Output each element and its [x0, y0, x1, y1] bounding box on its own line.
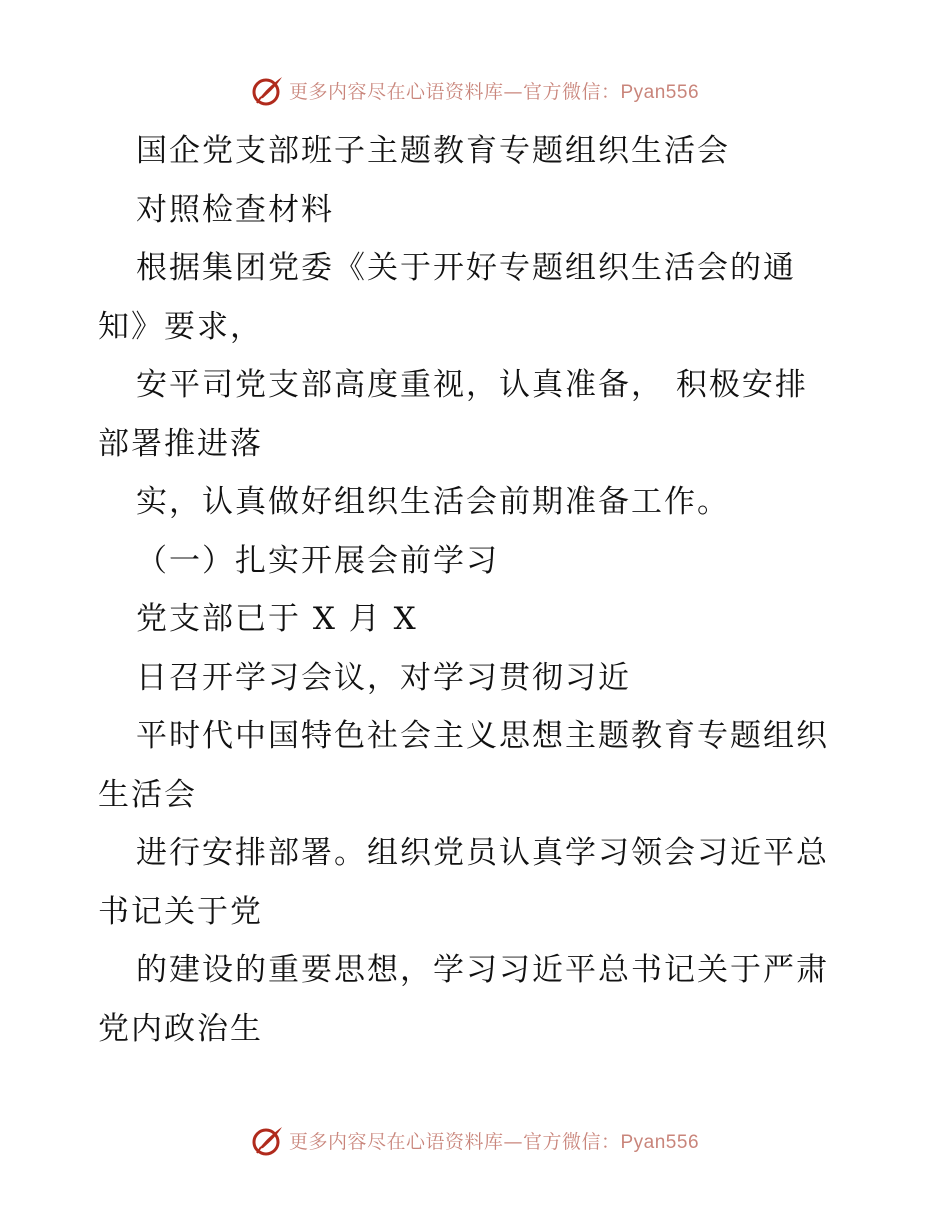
- text-line: 根据集团党委《关于开好专题组织生活会的通: [136, 250, 796, 286]
- quill-logo-icon: [251, 1123, 285, 1157]
- text-line: 党支部已于 X 月 X: [136, 601, 418, 637]
- wechat-id: Pyan556: [620, 81, 700, 103]
- text-line: 书记关于党: [98, 893, 263, 930]
- footer-banner: [0, 1120, 950, 1160]
- text-line: 对照检查材料: [136, 191, 334, 228]
- header-banner: [0, 70, 950, 110]
- banner-label: 更多内容尽在心语资料库—官方微信：: [288, 80, 621, 103]
- banner-text: [289, 1127, 699, 1154]
- text-line: 知》要求，: [98, 308, 263, 345]
- text-line: 部署推进落: [98, 425, 263, 462]
- text-line: 实，认真做好组织生活会前期准备工作。: [136, 484, 730, 520]
- quill-logo-icon: [251, 73, 285, 107]
- text-line: 平时代中国特色社会主义思想主题教育专题组织: [136, 718, 829, 754]
- document-body: [98, 122, 858, 1058]
- text-line: 安平司党支部高度重视，认真准备， 积极安排: [136, 367, 808, 403]
- text-line: 国企党支部班子主题教育专题组织生活会: [136, 133, 730, 169]
- text-line: 党内政治生: [98, 1010, 263, 1047]
- text-line: 生活会: [98, 776, 197, 813]
- banner-text: [289, 77, 699, 104]
- text-line: 的建设的重要思想，学习习近平总书记关于严肃: [136, 952, 829, 988]
- text-line: 日召开学习会议，对学习贯彻习近: [136, 659, 631, 696]
- text-line: 进行安排部署。组织党员认真学习领会习近平总: [136, 835, 829, 871]
- wechat-id: Pyan556: [620, 1131, 700, 1153]
- text-line: （一）扎实开展会前学习: [136, 542, 499, 579]
- banner-label: 更多内容尽在心语资料库—官方微信：: [288, 1130, 621, 1153]
